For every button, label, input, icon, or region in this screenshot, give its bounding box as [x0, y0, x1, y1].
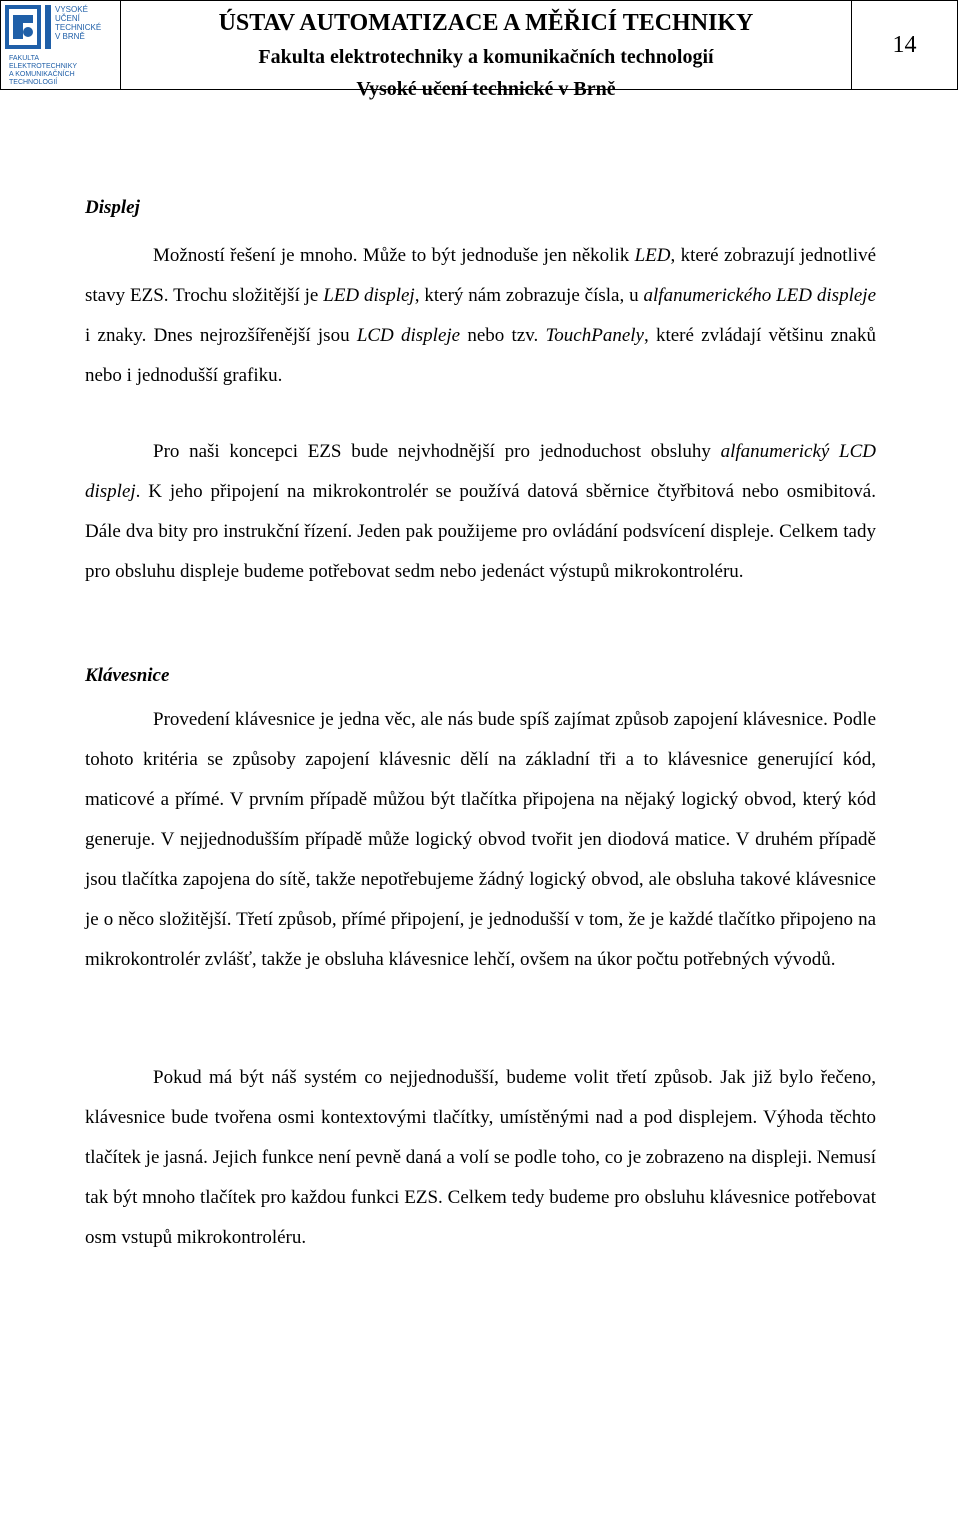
- text-run: i znaky. Dnes nejrozšířenější jsou: [85, 325, 357, 346]
- paragraph-display-1: [85, 236, 876, 396]
- italic-term: LED: [634, 245, 671, 266]
- italic-term: TouchPanely: [545, 325, 644, 346]
- text-run: , který nám zobrazuje čísla, u: [414, 285, 644, 306]
- paragraph-keyboard-2: [85, 1058, 876, 1258]
- section-heading-klavesnice: Klávesnice: [85, 665, 170, 686]
- university-logo: [1, 1, 121, 89]
- page-header: [0, 0, 958, 100]
- institute-name: ÚSTAV AUTOMATIZACE A MĚŘICÍ TECHNIKY: [218, 10, 754, 36]
- logo-text-4: V BRNĚ: [55, 32, 85, 41]
- text-run: , které zobrazují jednotlivé stavy EZS. Trochu složitější je: [85, 245, 876, 306]
- faculty-name: Fakulta elektrotechniky a komunikačních technologií: [258, 46, 714, 68]
- logo-text-3: TECHNICKÉ: [55, 23, 102, 32]
- italic-term: alfanumerický LCD displej: [85, 441, 876, 502]
- italic-term: alfanumerického LED displeje: [643, 285, 877, 306]
- text-run: Možností řešení je mnoho. Může to být jednoduše jen několik: [153, 245, 635, 266]
- logo-text-5: FAKULTA: [9, 55, 40, 62]
- logo-text-7: A KOMUNIKAČNÍCH: [9, 71, 75, 78]
- logo-graphic: [1, 1, 119, 89]
- text-run: Pro naši koncepci EZS bude nejvhodnější pro jednoduchost obsluhy: [153, 441, 721, 462]
- paragraph-display-2: [85, 432, 876, 592]
- university-name: Vysoké učení technické v Brně: [356, 78, 616, 100]
- logo-text-8: TECHNOLOGIÍ: [9, 79, 58, 86]
- logo-text-2: UČENÍ: [55, 14, 80, 23]
- paragraph-keyboard-1: [85, 700, 876, 980]
- text-run: Pokud má být náš systém co nejjednodušší, budeme volit třetí způsob. Jak již bylo řečeno, klávesnice bude tvořena osmi kontextovými tlačítky, umístěnými nad a pod displejem. Výhoda těchto tlačítek je jasná. Jejich funkce není pevně daná a volí se podle toho, co je zobrazeno na displeji. Nemusí tak být mnoho tlačítek pro každou funkci EZS. Celkem tedy budeme pro obsluhu klávesnice potřebovat osm vstupů mikrokontroléru.: [85, 1067, 876, 1248]
- logo-text-6: ELEKTROTECHNIKY: [9, 63, 78, 70]
- text-run: , které zvládají většinu znaků nebo i jednodušší grafiku.: [85, 325, 876, 386]
- text-run: Provedení klávesnice je jedna věc, ale nás bude spíš zajímat způsob zapojení klávesnice. Podle tohoto kritéria se způsoby zapojení klávesnic dělí na základní tři a to klávesnice generující kód, maticové a přímé. V prvním případě můžou být tlačítka připojena na nějaký logický obvod, který kód generuje. V nejjednodušším případě může logický obvod tvořit jen diodová matice. V druhém případě jsou tlačítka zapojena do sítě, takže nepotřebujeme žádný logický obvod, ale obsluha takové klávesnice je o něco složitější. Třetí způsob, přímé připojení, je jednodušší v tom, že je každé tlačítko připojeno na mikrokontrolér zvlášť, takže je obsluha klávesnice lehčí, ovšem na úkor počtu potřebných vývodů.: [85, 709, 876, 970]
- italic-term: LCD displeje: [356, 325, 461, 346]
- section-heading-displej: Displej: [85, 197, 140, 218]
- text-run: . K jeho připojení na mikrokontrolér se používá datová sběrnice čtyřbitová nebo osmibitová. Dále dva bity pro instrukční řízení. Jeden pak použijeme pro ovládání podsvícení displeje. Celkem tady pro obsluhu displeje budeme potřebovat sedm nebo jedenáct výstupů mikrokontroléru.: [85, 481, 876, 582]
- italic-term: LED displej: [323, 285, 415, 306]
- header-titles: [121, 1, 851, 100]
- logo-text-1: VYSOKÉ: [55, 5, 88, 14]
- text-run: nebo tzv.: [460, 325, 546, 346]
- page-number: 14: [851, 1, 957, 89]
